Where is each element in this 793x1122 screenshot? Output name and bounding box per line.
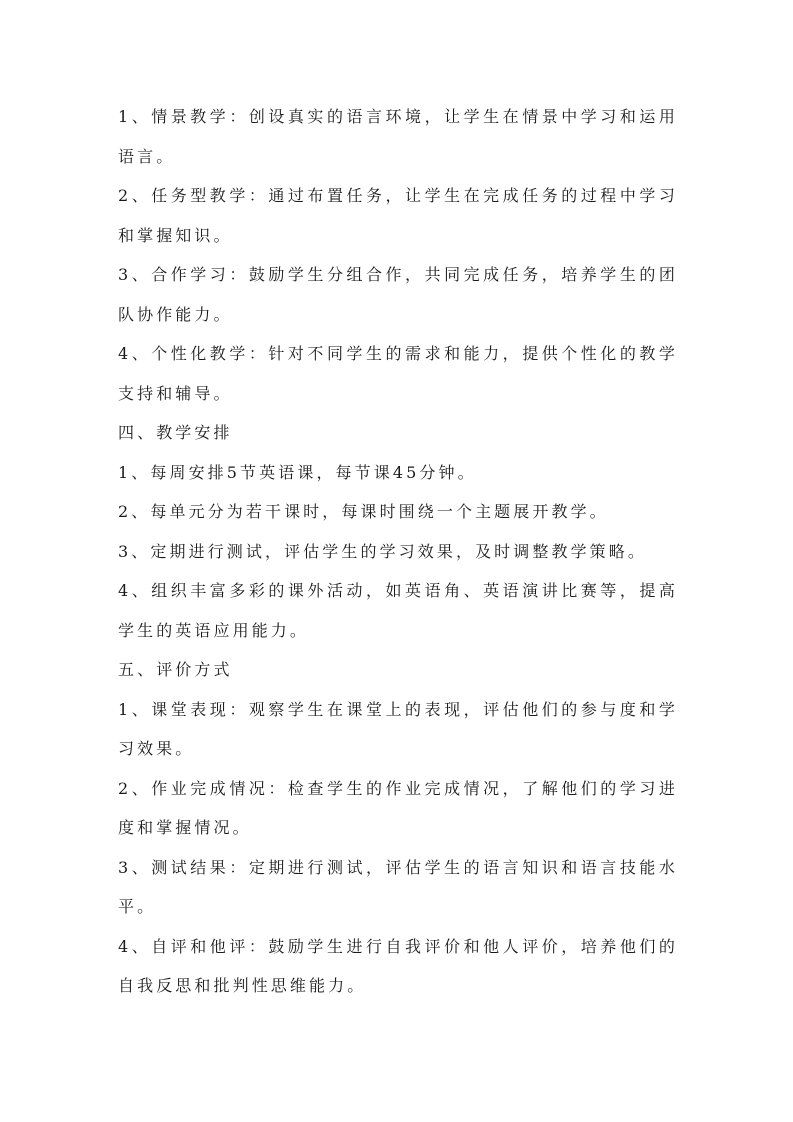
arrangement-item-testing: 3、定期进行测试，评估学生的学习效果，及时调整教学策略。 — [118, 541, 647, 561]
section-heading-arrangement: 四、教学安排 — [118, 423, 233, 442]
section-heading-evaluation: 五、评价方式 — [118, 660, 233, 679]
method-item-task-based: 2、任务型教学：通过布置任务，让学生在完成任务的过程中学习和掌握知识。 — [118, 186, 678, 245]
arrangement-item-units: 2、每单元分为若干课时，每课时围绕一个主题展开教学。 — [118, 502, 609, 521]
evaluation-methods-section — [118, 650, 678, 1006]
method-item-cooperative: 3、合作学习：鼓励学生分组合作，共同完成任务，培养学生的团队协作能力。 — [118, 265, 678, 324]
method-item-personalized: 4、个性化教学：针对不同学生的需求和能力，提供个性化的教学支持和辅导。 — [118, 344, 678, 403]
arrangement-item-activities: 4、组织丰富多彩的课外活动，如英语角、英语演讲比赛等，提高学生的英语应用能力。 — [118, 581, 678, 640]
evaluation-item-self-peer: 4、自评和他评：鼓励学生进行自我评价和他人评价，培养他们的自我反思和批判性思维能力。 — [118, 936, 678, 995]
method-item-situational: 1、情景教学：创设真实的语言环境，让学生在情景中学习和运用语言。 — [118, 107, 678, 166]
evaluation-item-homework: 2、作业完成情况：检查学生的作业完成情况，了解他们的学习进度和掌握情况。 — [118, 778, 678, 837]
evaluation-item-classroom: 1、课堂表现：观察学生在课堂上的表现，评估他们的参与度和学习效果。 — [118, 699, 678, 758]
teaching-methods-section — [118, 97, 678, 413]
evaluation-item-test-results: 3、测试结果：定期进行测试，评估学生的语言知识和语言技能水平。 — [118, 857, 678, 916]
document-page — [118, 97, 678, 1006]
teaching-arrangement-section — [118, 413, 678, 650]
arrangement-item-weekly-classes: 1、每周安排5节英语课，每节课45分钟。 — [118, 462, 477, 482]
